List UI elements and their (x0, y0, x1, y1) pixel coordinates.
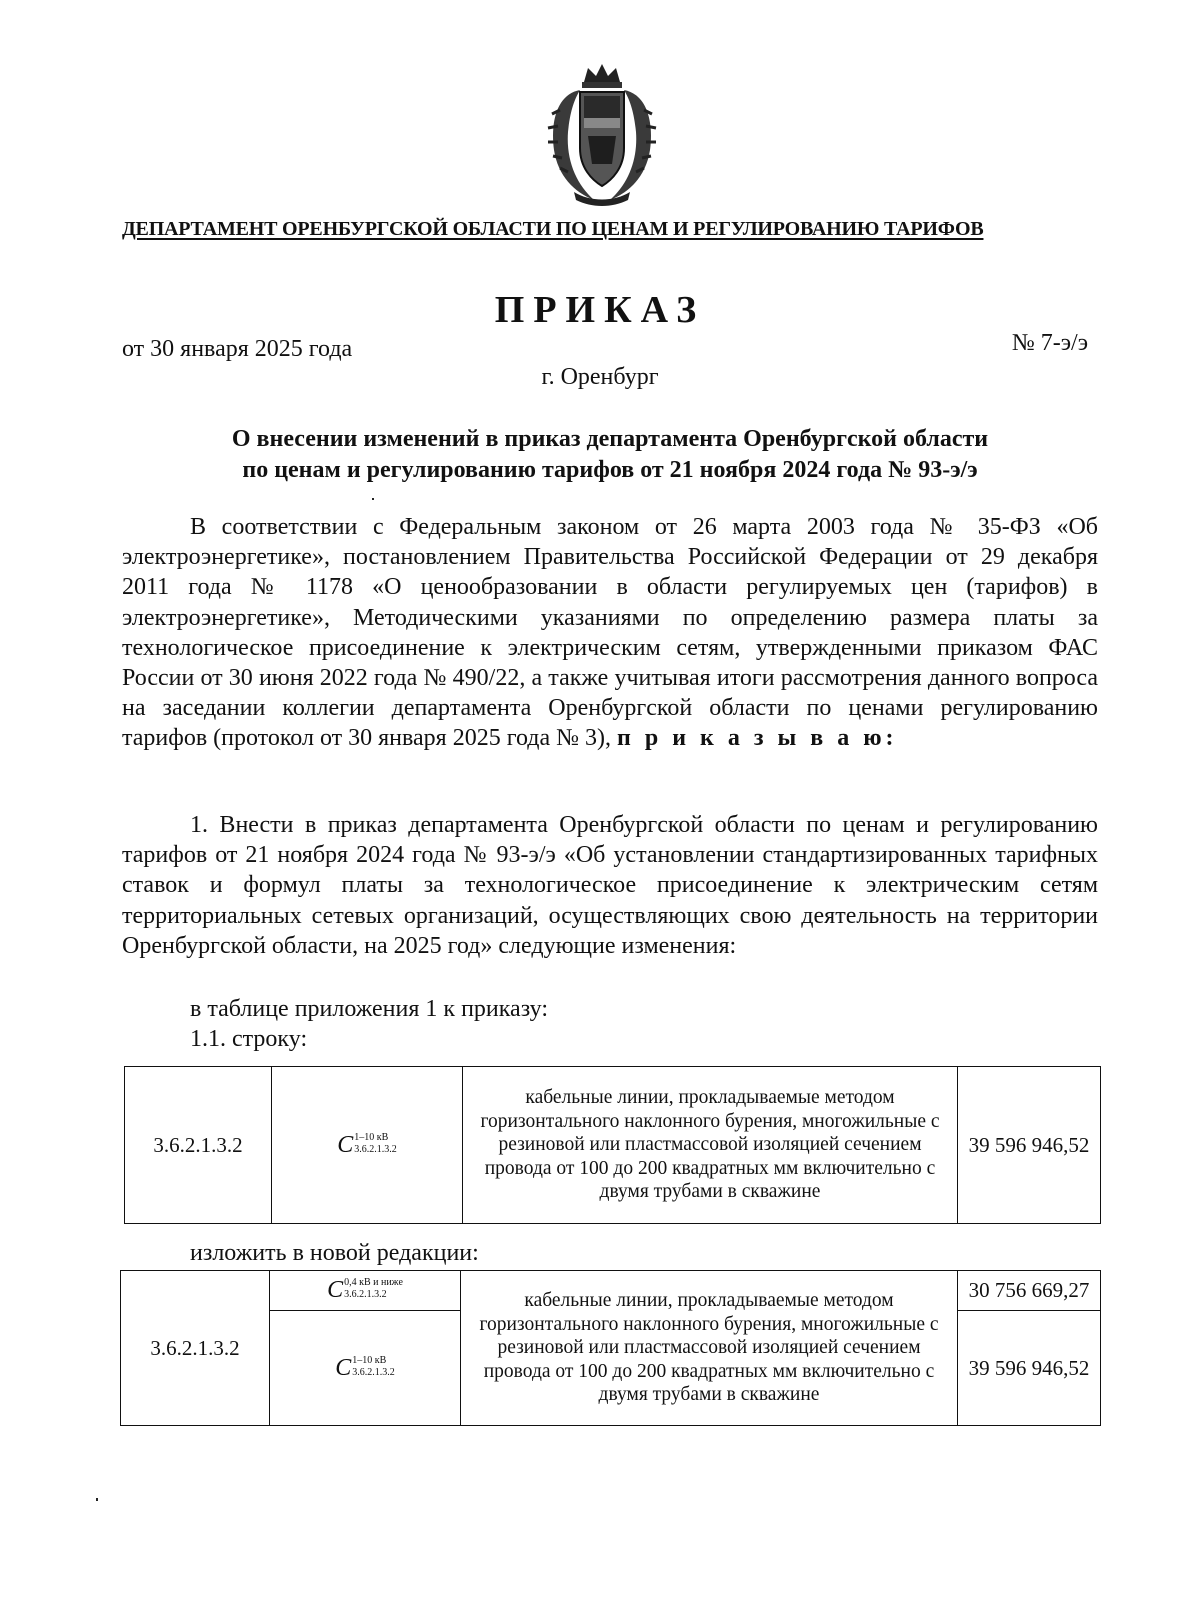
formula-symbol: C (337, 1131, 354, 1158)
formula-subscript: 3.6.2.1.3.2 (344, 1289, 387, 1300)
new-edition-label: изложить в новой редакции: (190, 1240, 479, 1266)
scan-speck (372, 498, 374, 500)
document-type-title: ПРИКАЗ (494, 289, 706, 331)
order-heading (120, 424, 1100, 486)
old-code-cell: 3.6.2.1.3.2 (125, 1067, 272, 1224)
formula-symbol: C (327, 1277, 344, 1303)
row-reference: 1.1. строку: (190, 1026, 308, 1052)
item-1-paragraph: 1. Внести в приказ департамента Оренбургской области по ценам и регулированию тарифов от 21 ноября 2024 года № 93-э/э «Об установлении стандартизированных тарифных ставок и формул платы за технологическое присоединение к электрическим сетям территориальных сетевых организаций, осуществляющих свою деятельность на территории Оренбургской области, на 2025 год» следующие изменения: (122, 812, 1098, 959)
scan-speck (96, 1498, 98, 1501)
order-date: от 30 января 2025 года (122, 336, 353, 362)
table-reference: в таблице приложения 1 к приказу: (190, 996, 549, 1022)
formula-superscript: 1–10 кВ (352, 1354, 387, 1366)
department-name: ДЕПАРТАМЕНТ ОРЕНБУРГСКОЙ ОБЛАСТИ ПО ЦЕНАМ И РЕГУЛИРОВАНИЮ ТАРИФОВ (122, 218, 984, 240)
order-word: п р и к а з ы в а ю: (617, 725, 898, 752)
new-row-table (120, 1270, 1101, 1426)
formula-c-1-10kv (335, 1355, 395, 1382)
old-value-cell: 39 596 946,52 (958, 1067, 1101, 1224)
old-description-cell: кабельные линии, прокладываемые методом горизонтального наклонного бурения, многожильные с резиновой или пластмассовой изоляцией сечением провода от 100 до 200 квадратных мм включительно с двумя трубами в скважине (463, 1067, 958, 1224)
new-formula-b-cell (270, 1311, 461, 1426)
table-row (125, 1067, 1101, 1224)
formula-superscript: 0,4 кВ и ниже (344, 1277, 403, 1288)
preamble-text: В соответствии с Федеральным законом от 26 марта 2003 года № 35-ФЗ «Об электроэнергетике», постановлением Правительства Российской Федерации от 29 декабря 2011 года № 1178 «О ценообразовании в области регулируемых цен (тарифов) в электроэнергетике», Методическими указаниями по определению размера платы за технологическое присоединение к электрическим сетям, утвержденными приказом ФАС России от 30 июня 2022 года № 490/22, а также учитывая итоги рассмотрения данного вопроса на заседании коллегии департамента Оренбургской области по ценами регулированию тарифов (протокол от 30 января 2025 года № 3), (122, 514, 1098, 752)
new-description-cell: кабельные линии, прокладываемые методом горизонтального наклонного бурения, многожильные с резиновой или пластмассовой изоляцией сечением провода от 100 до 200 квадратных мм включительно с двумя трубами в скважине (461, 1271, 958, 1426)
old-row-table (124, 1066, 1101, 1224)
formula-c-0-4kv (327, 1277, 403, 1304)
coat-of-arms-emblem (540, 60, 664, 208)
city: г. Оренбург (541, 364, 659, 390)
preamble-paragraph (122, 512, 1098, 754)
formula-superscript: 1–10 кВ (354, 1131, 389, 1143)
table-row (121, 1271, 1101, 1311)
new-value-b-cell: 39 596 946,52 (958, 1311, 1101, 1426)
new-value-a-cell: 30 756 669,27 (958, 1271, 1101, 1311)
formula-subscript: 3.6.2.1.3.2 (352, 1366, 395, 1378)
new-code-cell: 3.6.2.1.3.2 (121, 1271, 270, 1426)
heading-line-2: по ценам и регулированию тарифов от 21 ноября 2024 года № 93-э/э (242, 457, 978, 483)
heading-line-1: О внесении изменений в приказ департамента Оренбургской области (231, 426, 989, 452)
formula-c-1-10kv (337, 1132, 397, 1159)
formula-symbol: C (335, 1354, 352, 1381)
new-formula-a-cell (270, 1271, 461, 1311)
formula-subscript: 3.6.2.1.3.2 (354, 1143, 397, 1155)
old-formula-cell (272, 1067, 463, 1224)
order-number: № 7-э/э (1011, 330, 1088, 356)
